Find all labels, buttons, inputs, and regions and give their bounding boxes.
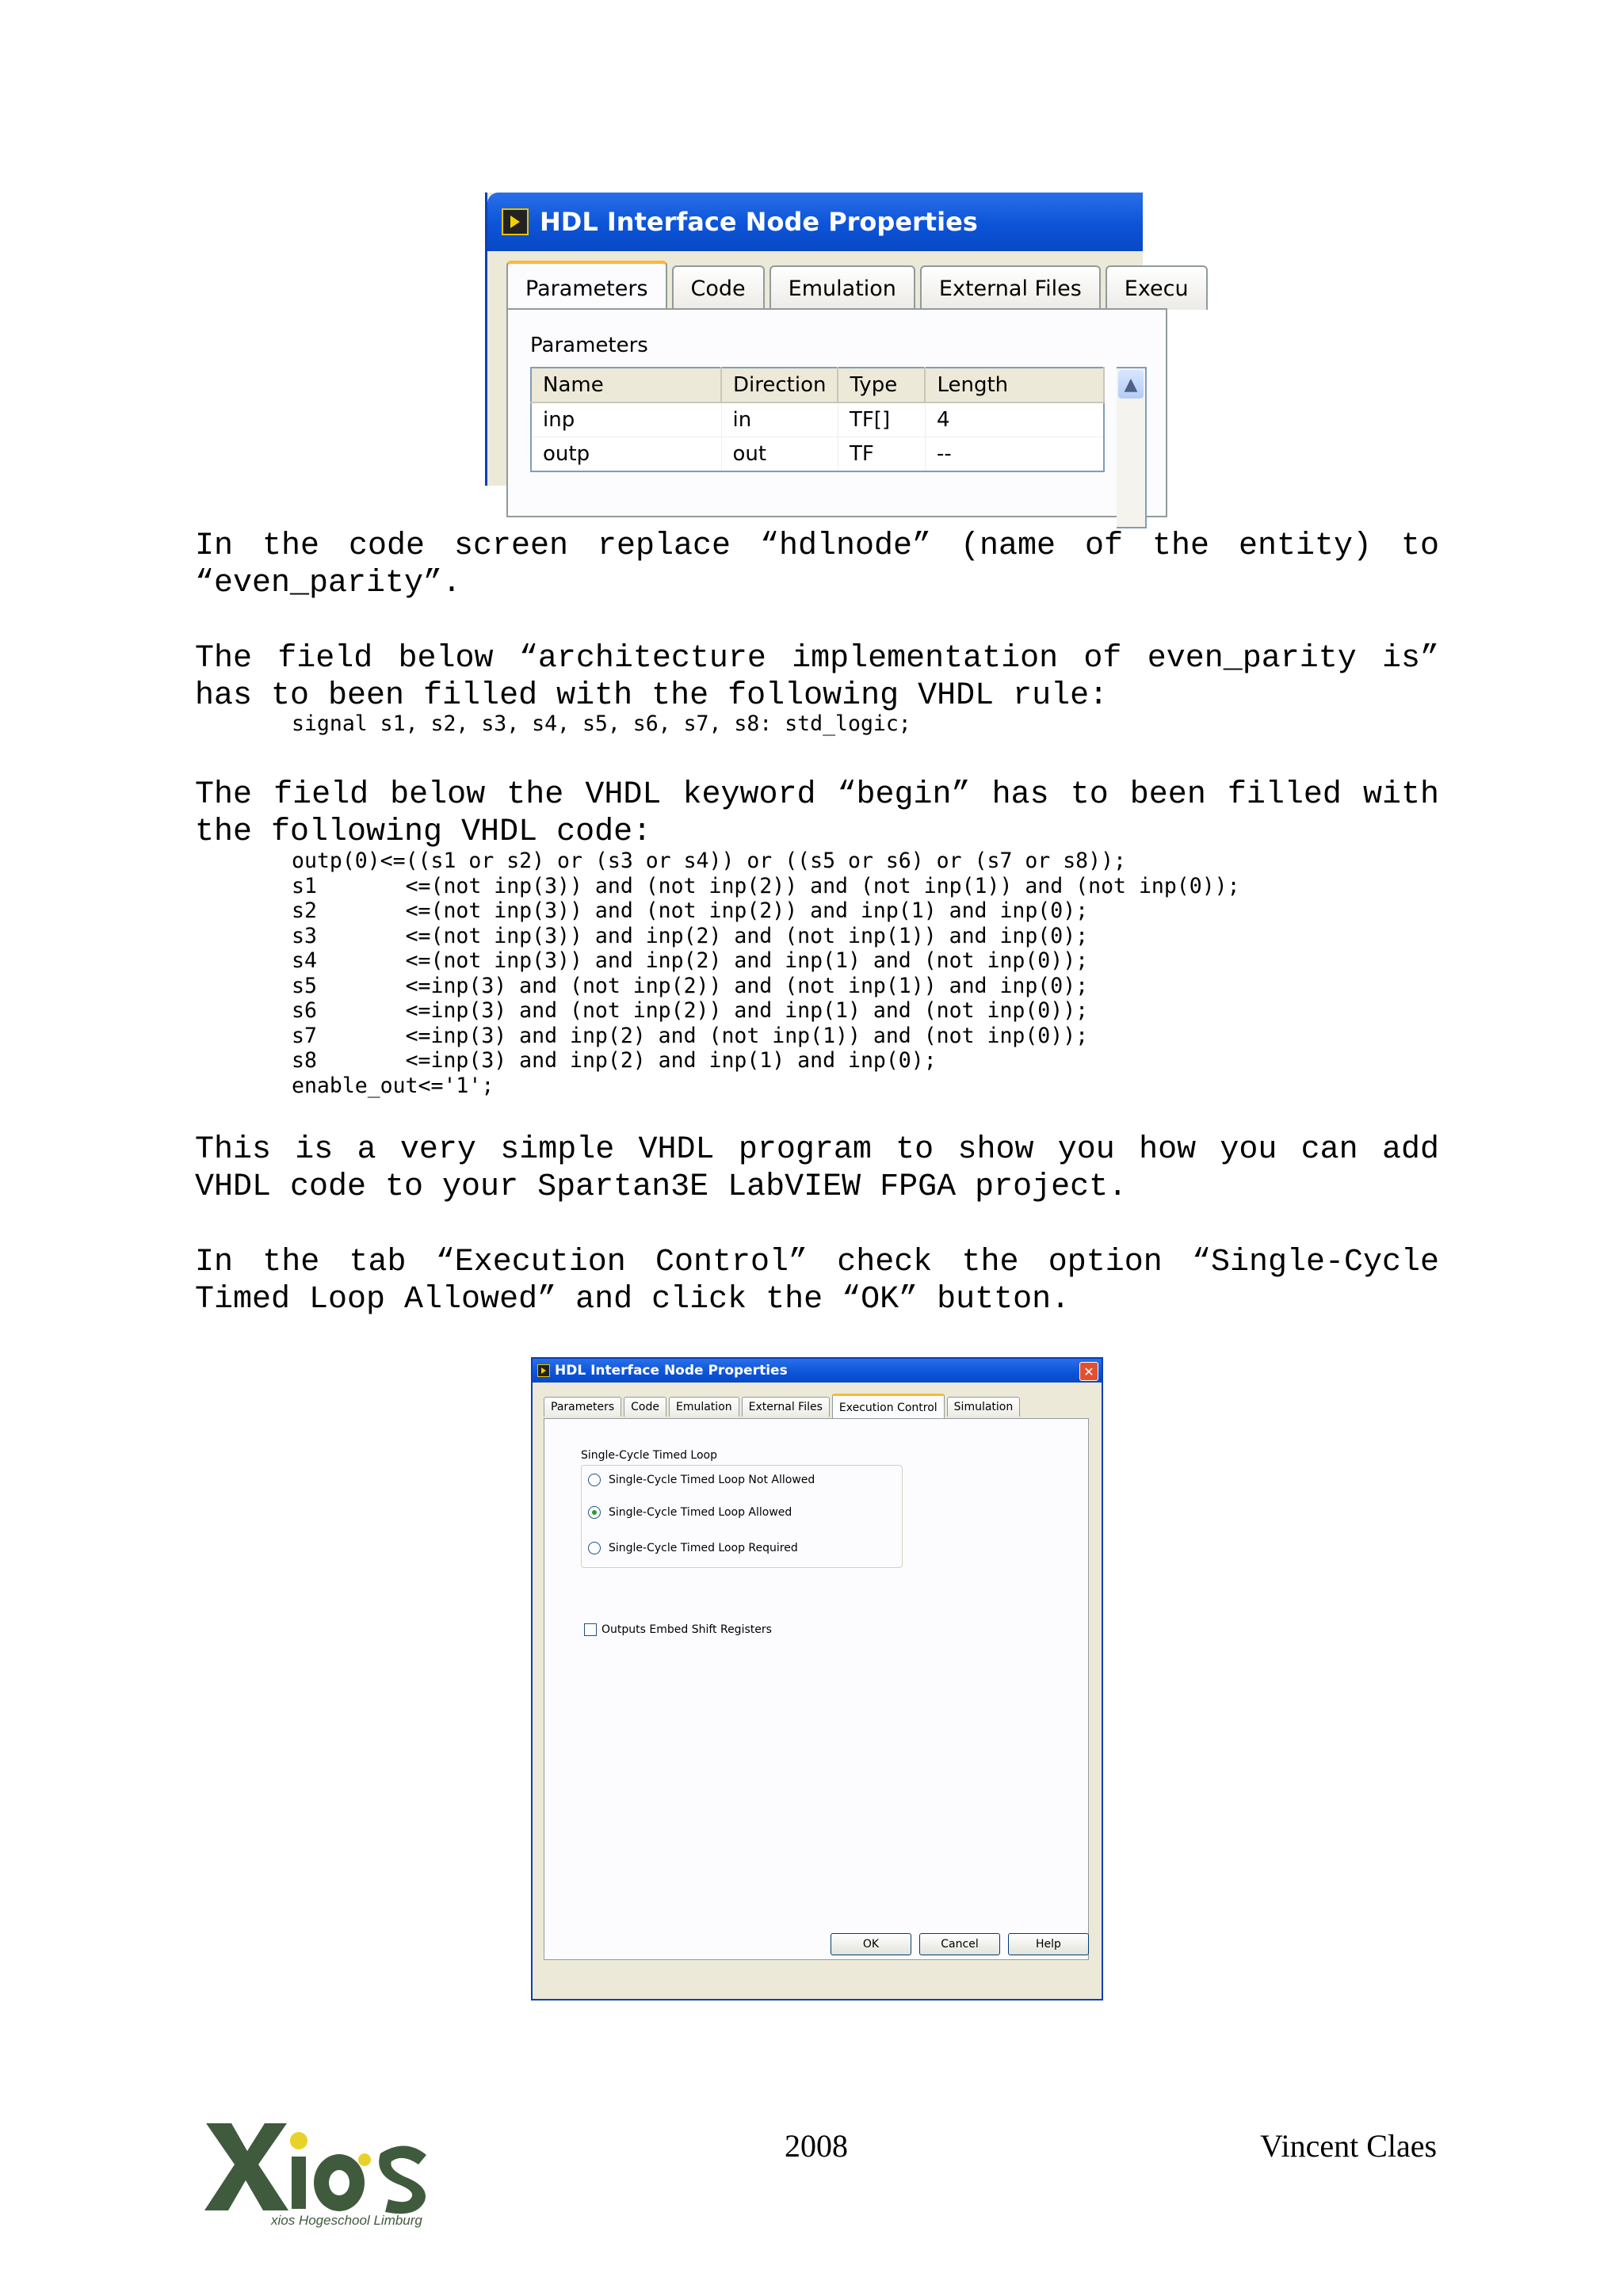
- table-row[interactable]: [531, 402, 1104, 437]
- tab-emulation[interactable]: Emulation: [669, 1397, 739, 1417]
- radio-required[interactable]: [588, 1542, 798, 1554]
- tab-code[interactable]: Code: [624, 1397, 666, 1417]
- tab-emulation[interactable]: Emulation: [769, 265, 915, 310]
- xios-logo: [198, 2107, 436, 2226]
- radio-label: Single-Cycle Timed Loop Not Allowed: [609, 1474, 815, 1486]
- code-line: s7 <=inp(3) and inp(2) and (not inp(1)) and (not inp(0));: [292, 1023, 1089, 1048]
- cancel-button[interactable]: Cancel: [919, 1933, 1000, 1955]
- parameters-table: [530, 367, 1105, 472]
- code-line: s4 <=(not inp(3)) and inp(2) and inp(1) and (not inp(0));: [292, 948, 1089, 973]
- cell-type: TF: [838, 437, 925, 472]
- dialog-title-bar[interactable]: [487, 193, 1143, 251]
- dialog-title-bar[interactable]: [533, 1359, 1102, 1383]
- checkbox-icon: [584, 1623, 597, 1636]
- radio-icon: [588, 1542, 601, 1554]
- cell-direction: out: [721, 437, 838, 472]
- cell-length: 4: [925, 402, 1104, 437]
- logo-text: xios Hogeschool Limburg: [271, 2213, 422, 2228]
- table-scrollbar[interactable]: [1117, 367, 1147, 528]
- dialog-title: HDL Interface Node Properties: [555, 1363, 788, 1379]
- code-line: s5 <=inp(3) and (not inp(2)) and (not inp(1)) and inp(0);: [292, 973, 1089, 998]
- screenshot-execution-control-dialog: [531, 1357, 1103, 2000]
- group-title: Single-Cycle Timed Loop: [581, 1449, 717, 1462]
- code-signal-declaration: signal s1, s2, s3, s4, s5, s6, s7, s8: std_logic;: [292, 711, 911, 736]
- scroll-up-icon[interactable]: ▲: [1118, 370, 1144, 399]
- paragraph-simple-program: This is a very simple VHDL program to show you how you can add VHDL code to your Spartan3E LabVIEW FPGA project.: [195, 1132, 1439, 1205]
- labview-app-icon: [502, 208, 529, 235]
- cell-name: inp: [531, 402, 721, 437]
- code-block-vhdl: [292, 849, 1240, 1098]
- paragraph-rename-entity: In the code screen replace “hdlnode” (name of the entity) to “even_parity”.: [195, 528, 1439, 601]
- tab-external-files[interactable]: External Files: [742, 1397, 830, 1417]
- tab-external-files[interactable]: External Files: [920, 265, 1101, 310]
- radio-allowed[interactable]: [588, 1506, 792, 1519]
- paragraph-architecture-field: The field below “architecture implementation of even_parity is” has to been filled with the following VHDL rule:: [195, 641, 1439, 714]
- radio-label: Single-Cycle Timed Loop Required: [609, 1542, 798, 1554]
- tab-code[interactable]: Code: [672, 265, 765, 310]
- cell-direction: in: [721, 402, 838, 437]
- code-line: s6 <=inp(3) and (not inp(2)) and inp(1) and (not inp(0));: [292, 998, 1089, 1023]
- radio-not-allowed[interactable]: [588, 1474, 815, 1486]
- cell-length: --: [925, 437, 1104, 472]
- table-row[interactable]: [531, 437, 1104, 472]
- cell-type: TF[]: [838, 402, 925, 437]
- tab-parameters[interactable]: Parameters: [544, 1397, 621, 1417]
- column-header-name[interactable]: Name: [531, 368, 721, 402]
- checkbox-label: Outputs Embed Shift Registers: [601, 1623, 772, 1636]
- tab-bar: [544, 1394, 1022, 1420]
- close-icon[interactable]: ✕: [1079, 1362, 1098, 1381]
- dialog-title: HDL Interface Node Properties: [540, 207, 978, 237]
- footer-year: 2008: [785, 2128, 848, 2164]
- labview-app-icon: [537, 1364, 550, 1377]
- screenshot-parameters-dialog: [485, 193, 1189, 486]
- code-line: s1 <=(not inp(3)) and (not inp(2)) and (not inp(1)) and (not inp(0));: [292, 873, 1240, 898]
- help-button[interactable]: Help: [1008, 1933, 1089, 1955]
- tab-parameters[interactable]: Parameters: [506, 261, 667, 313]
- column-header-length[interactable]: Length: [925, 368, 1104, 402]
- radio-selected-icon: [588, 1506, 601, 1519]
- paragraph-begin-field: The field below the VHDL keyword “begin” has to been filled with the following VHDL code:: [195, 777, 1439, 850]
- code-line: enable_out<='1';: [292, 1073, 495, 1098]
- column-header-direction[interactable]: Direction: [721, 368, 838, 402]
- parameters-label: Parameters: [530, 334, 648, 357]
- column-header-type[interactable]: Type: [838, 368, 925, 402]
- tab-simulation[interactable]: Simulation: [947, 1397, 1021, 1417]
- radio-label: Single-Cycle Timed Loop Allowed: [609, 1506, 792, 1519]
- ok-button[interactable]: OK: [831, 1933, 911, 1955]
- tab-bar: [506, 261, 1212, 313]
- footer-author: Vincent Claes: [1260, 2128, 1438, 2164]
- timed-loop-radio-group: [581, 1465, 903, 1568]
- execution-control-panel: [544, 1418, 1089, 1960]
- cell-name: outp: [531, 437, 721, 472]
- tab-execution-control[interactable]: Execution Control: [832, 1394, 945, 1420]
- code-line: s2 <=(not inp(3)) and (not inp(2)) and inp(1) and inp(0);: [292, 898, 1089, 923]
- code-line: s3 <=(not inp(3)) and inp(2) and (not inp(1)) and inp(0);: [292, 923, 1089, 948]
- paragraph-execution-control: In the tab “Execution Control” check the option “Single-Cycle Timed Loop Allowed” and click the “OK” button.: [195, 1245, 1439, 1318]
- checkbox-outputs-embed-shift-registers[interactable]: [584, 1623, 772, 1636]
- table-header-row: [531, 368, 1104, 402]
- parameters-panel: [506, 308, 1167, 517]
- tab-execution-control[interactable]: Execu: [1106, 265, 1208, 310]
- radio-icon: [588, 1474, 601, 1486]
- code-line: s8 <=inp(3) and inp(2) and inp(1) and inp(0);: [292, 1048, 937, 1073]
- code-line: outp(0)<=((s1 or s2) or (s3 or s4)) or ((s5 or s6) or (s7 or s8));: [292, 849, 1126, 873]
